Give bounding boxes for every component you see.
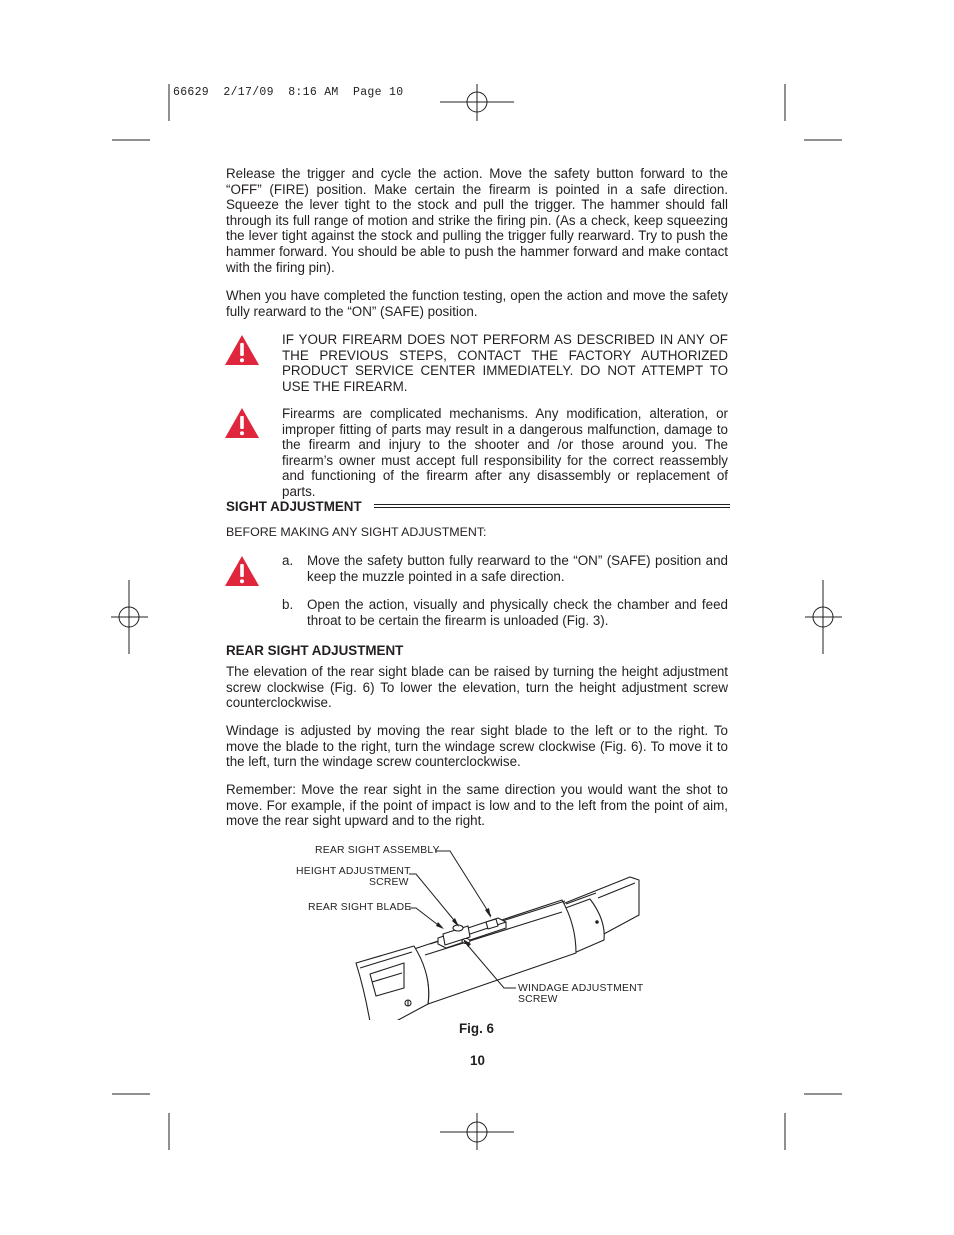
print-slug-line: 66629 2/17/09 8:16 AM Page 10 (173, 86, 404, 99)
label-rear-sight-blade: REAR SIGHT BLADE (308, 902, 412, 913)
warning-triangle-icon (224, 334, 260, 366)
label-rear-sight-assembly: REAR SIGHT ASSEMBLY (315, 845, 440, 856)
paragraph-completed-testing: When you have completed the function testing, open the action and move the safety fully rearward to the “ON” (SAFE) position. (226, 288, 728, 319)
warning-complicated-mechanisms: Firearms are complicated mechanisms. Any modification, alteration, or improper fitting of parts may result in a dangerous malfunction, damage to the firearm and injury to the shooter and /or those around you. The firearm’s owner must accept full responsibility for the correct reassembly and functioning of the firearm after any disassembly or replacement of parts. (282, 406, 728, 499)
label-windage-adjustment-screw: SCREW (518, 994, 558, 1005)
paragraph-windage: Windage is adjusted by moving the rear sight blade to the left or to the right. To move the blade to the right, turn the windage screw clockwise (Fig. 6). To move it to the left, turn the windage screw counterclockwise. (226, 723, 728, 770)
heading-rear-sight-adjustment: REAR SIGHT ADJUSTMENT (226, 643, 404, 658)
section-heading-sight-adjustment (226, 498, 730, 514)
warning-contact-service-center: IF YOUR FIREARM DOES NOT PERFORM AS DESCRIBED IN ANY OF THE PREVIOUS STEPS, CONTACT THE FACTORY AUTHORIZED PRODUCT SERVICE CENTER IMMEDIATELY. DO NOT ATTEMPT TO USE THE FIREARM. (282, 332, 728, 394)
heading-rule (374, 504, 730, 505)
list-item-text: Move the safety button fully rearward to the “ON” (SAFE) position and keep the muzzle pointed in a safe direction. (307, 553, 728, 584)
list-letter: a. (282, 553, 294, 568)
page-number: 10 (470, 1053, 485, 1068)
sight-adjustment-intro: BEFORE MAKING ANY SIGHT ADJUSTMENT: (226, 525, 487, 539)
paragraph-function-test: Release the trigger and cycle the action. Move the safety button forward to the “OFF” (FIRE) position. Make certain the firearm is pointed in a safe direction. Squeeze the lever tight to the stock and pull the trigger. The hammer should fall through its full range of motion and strike the firing pin. (As a check, keep squeezing the lever tight against the stock and pulling the trigger fully rearward. Try to push the hammer forward. You should be able to push the hammer forward and make contact with the firing pin). (226, 166, 728, 275)
warning-triangle-icon (224, 555, 260, 587)
label-windage-adjustment: WINDAGE ADJUSTMENT (518, 983, 644, 994)
paragraph-remember: Remember: Move the rear sight in the same direction you would want the shot to move. For example, if the point of impact is low and to the left from the point of aim, move the rear sight upward and to the right. (226, 782, 728, 829)
list-item (282, 597, 728, 628)
list-letter: b. (282, 597, 294, 612)
figure-caption: Fig. 6 (459, 1021, 494, 1036)
list-item (282, 553, 728, 584)
paragraph-elevation: The elevation of the rear sight blade can be raised by turning the height adjustment screw clockwise (Fig. 6) To lower the elevation, turn the height adjustment screw counterclockwise. (226, 664, 728, 711)
heading-text: SIGHT ADJUSTMENT (226, 499, 362, 514)
warning-triangle-icon (224, 407, 260, 439)
list-item-text: Open the action, visually and physically check the chamber and feed throat to be certain the firearm is unloaded (Fig. 3). (307, 597, 728, 628)
label-height-adjustment: HEIGHT ADJUSTMENT (296, 866, 411, 877)
label-height-adjustment-screw: SCREW (369, 877, 409, 888)
heading-rule (374, 507, 730, 508)
